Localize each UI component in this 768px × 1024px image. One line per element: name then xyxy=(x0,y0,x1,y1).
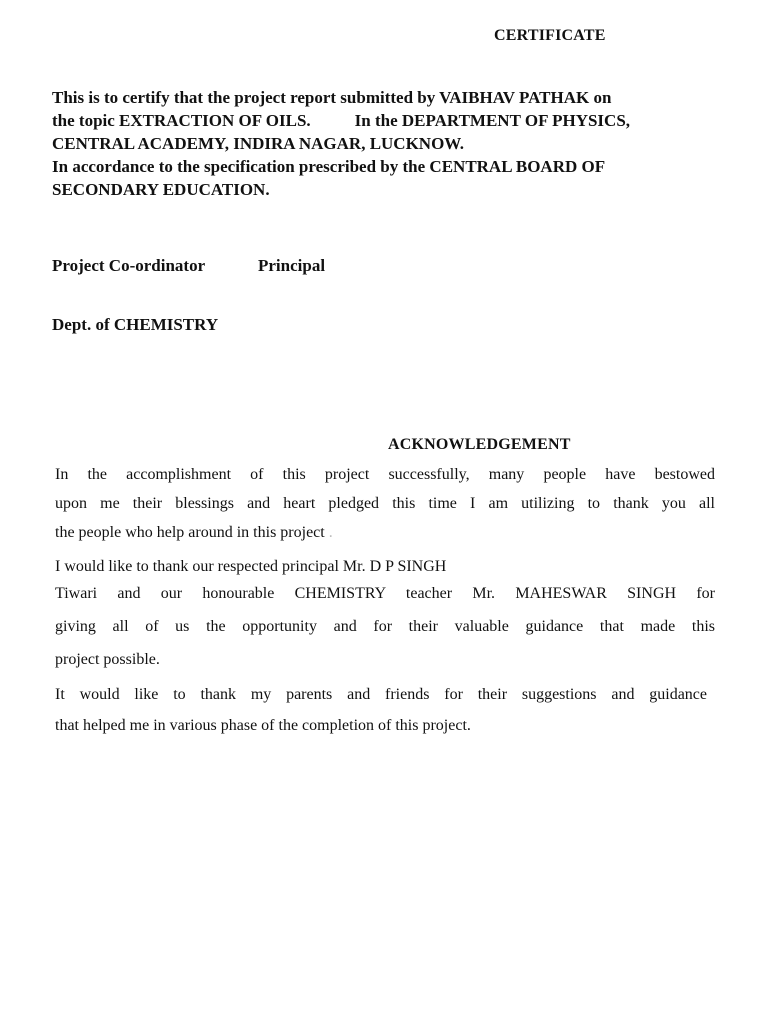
certificate-line: This is to certify that the project report submitted by VAIBHAV PATHAK on xyxy=(52,88,612,107)
paragraph-line xyxy=(55,518,715,547)
paragraph-line: Tiwari and our honourable CHEMISTRY teacher Mr. MAHESWAR SINGH for xyxy=(55,585,715,602)
paragraph-line: upon me their blessings and heart pledged this time I am utilizing to thank you all xyxy=(55,495,715,512)
paragraph-line: It would like to thank my parents and friends for their suggestions and guidance xyxy=(55,686,707,703)
acknowledgement-paragraph-1 xyxy=(55,460,715,547)
signature-principal: Principal xyxy=(258,256,326,275)
paragraph-line: project possible. xyxy=(55,651,160,668)
signature-department: Dept. of CHEMISTRY xyxy=(52,315,219,334)
certificate-topic: the topic EXTRACTION OF OILS. xyxy=(52,111,311,130)
certificate-line: In accordance to the specification prescribed by the CENTRAL BOARD OF xyxy=(52,157,606,176)
paragraph-line: that helped me in various phase of the completion of this project. xyxy=(55,717,471,734)
certificate-line xyxy=(52,109,722,132)
acknowledgement-paragraph-2-opening xyxy=(55,555,715,578)
acknowledgement-paragraph-2 xyxy=(55,577,715,676)
certificate-line: CENTRAL ACADEMY, INDIRA NAGAR, LUCKNOW. xyxy=(52,134,464,153)
certificate-body xyxy=(52,86,722,201)
certificate-line: SECONDARY EDUCATION. xyxy=(52,180,270,199)
paragraph-line: In the accomplishment of this project successfully, many people have bestowed xyxy=(55,466,715,483)
certificate-title: CERTIFICATE xyxy=(494,27,606,44)
paragraph-line: I would like to thank our respected principal Mr. D P SINGH xyxy=(55,558,447,575)
faint-period: . xyxy=(328,524,333,541)
signature-coordinator: Project Co-ordinator xyxy=(52,256,206,275)
certificate-department: In the DEPARTMENT OF PHYSICS, xyxy=(354,111,631,130)
paragraph-line: giving all of us the opportunity and for their valuable guidance that made this xyxy=(55,618,715,635)
acknowledgement-title: ACKNOWLEDGEMENT xyxy=(388,436,571,453)
paragraph-line-text: the people who help around in this project xyxy=(55,524,325,541)
acknowledgement-paragraph-3 xyxy=(55,679,707,741)
